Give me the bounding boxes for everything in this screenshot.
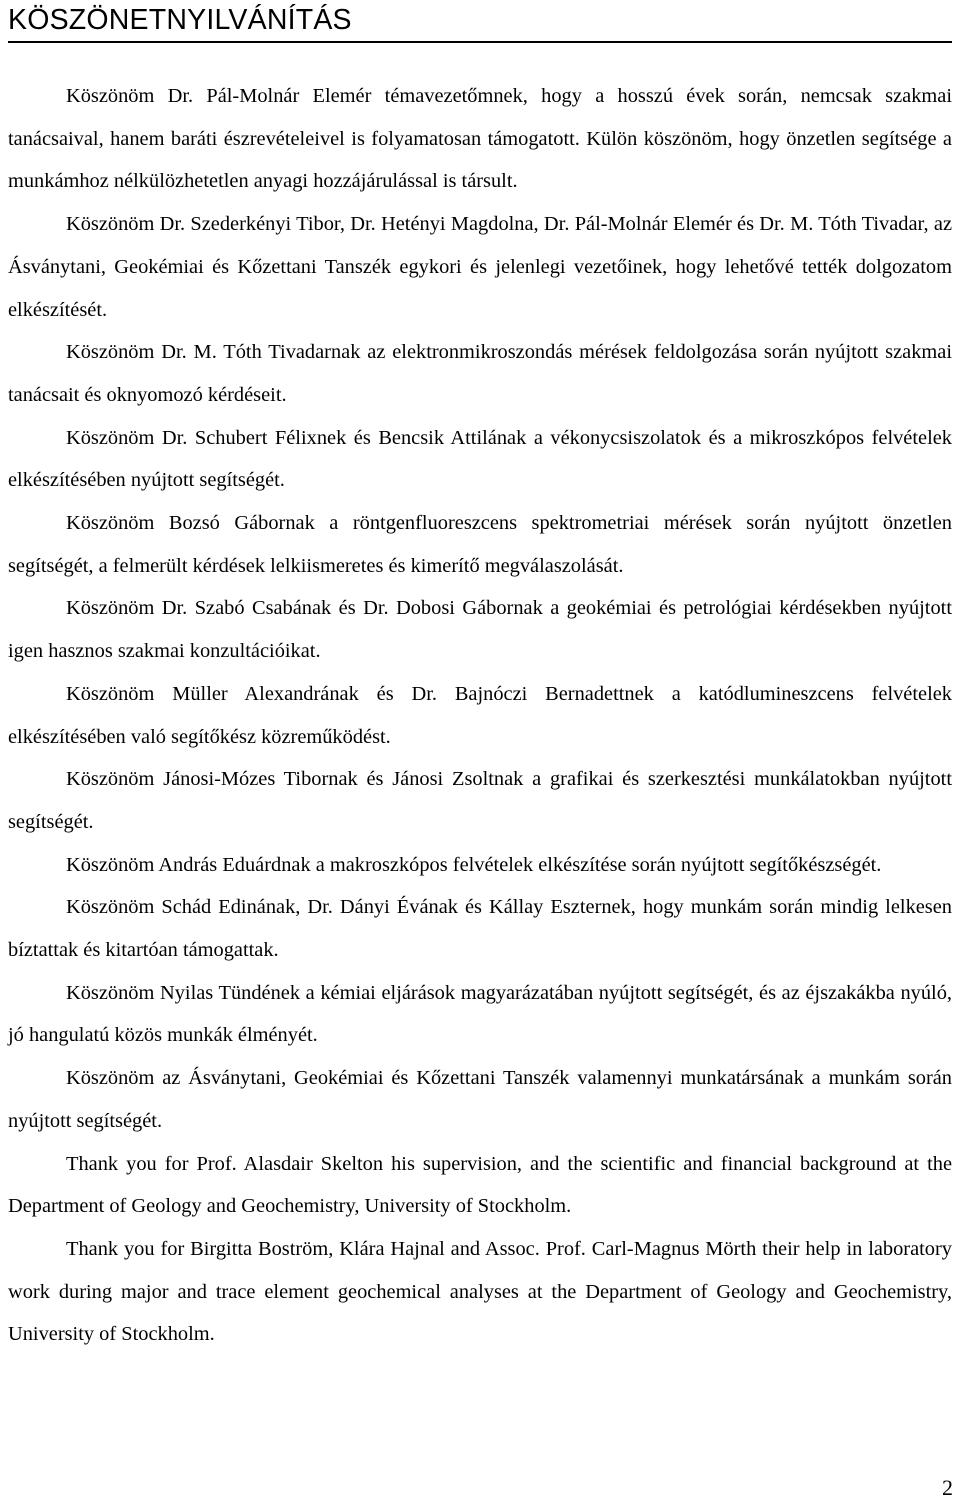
paragraph: Köszönöm András Eduárdnak a makroszkópos felvételek elkészítése során nyújtott segítőkészségét.: [66, 853, 882, 876]
paragraph: Thank you for Birgitta Boström, Klára Hajnal and Assoc. Prof. Carl-Magnus Mörth their help in laboratory work during major and trace element geochemical analyses at the Department of Geology and Geochemistry, University of Stockholm.: [8, 1237, 952, 1346]
paragraph: Köszönöm Müller Alexandrának és Dr. Bajnóczi Bernadettnek a katódlumineszcens felvételek elkészítésében való segítőkész közreműködést.: [8, 682, 952, 748]
paragraph: Köszönöm Dr. Schubert Félixnek és Bencsik Attilának a vékonycsiszolatok és a mikroszkópos felvételek elkészítésében nyújtott segítségét.: [8, 426, 952, 492]
paragraph: Köszönöm Dr. Pál-Molnár Elemér témavezetőmnek, hogy a hosszú évek során, nemcsak szakmai tanácsaival, hanem baráti észrevételeivel is folyamatosan támogatott. Külön köszönöm, hogy önzetlen segítsége a munkámhoz nélkülözhetetlen anyagi hozzájárulással is társult.: [8, 85, 952, 193]
page-number: 2: [942, 1475, 953, 1500]
paragraph: Köszönöm Nyilas Tündének a kémiai eljárások magyarázatában nyújtott segítségét, és az éjszakákba nyúló, jó hangulatú közös munkák élményét.: [8, 981, 952, 1047]
paragraph: Köszönöm Dr. Szabó Csabának és Dr. Dobosi Gábornak a geokémiai és petrológiai kérdésekben nyújtott igen hasznos szakmai konzultációikat.: [8, 597, 952, 663]
acknowledgements-body: [8, 75, 952, 1356]
paragraph: Köszönöm Schád Edinának, Dr. Dányi Évának és Kállay Eszternek, hogy munkám során mindig lelkesen bíztattak és kitartóan támogattak.: [8, 896, 952, 962]
paragraph: Köszönöm Jánosi-Mózes Tibornak és Jánosi Zsoltnak a grafikai és szerkesztési munkálatokban nyújtott segítségét.: [8, 768, 952, 833]
heading-rule: [8, 41, 952, 43]
paragraph: Thank you for Prof. Alasdair Skelton his supervision, and the scientific and financial background at the Department of Geology and Geochemistry, University of Stockholm.: [8, 1152, 952, 1218]
paragraph: Köszönöm Dr. M. Tóth Tivadarnak az elektronmikroszondás mérések feldolgozása során nyújtott szakmai tanácsait és oknyomozó kérdéseit.: [8, 341, 952, 406]
paragraph: Köszönöm az Ásványtani, Geokémiai és Kőzettani Tanszék valamennyi munkatársának a munkám során nyújtott segítségét.: [8, 1067, 952, 1132]
paragraph: Köszönöm Bozsó Gábornak a röntgenfluoreszcens spektrometriai mérések során nyújtott önzetlen segítségét, a felmerült kérdések lelkiismeretes és kimerítő megválaszolását.: [8, 512, 952, 577]
paragraph: Köszönöm Dr. Szederkényi Tibor, Dr. Hetényi Magdolna, Dr. Pál-Molnár Elemér és Dr. M. Tóth Tivadar, az Ásványtani, Geokémiai és Kőzettani Tanszék egykori és jelenlegi vezetőinek, hogy lehetővé tették dolgozatom elkészítését.: [8, 213, 952, 321]
page-heading: KÖSZÖNETNYILVÁNÍTÁS: [8, 4, 352, 36]
